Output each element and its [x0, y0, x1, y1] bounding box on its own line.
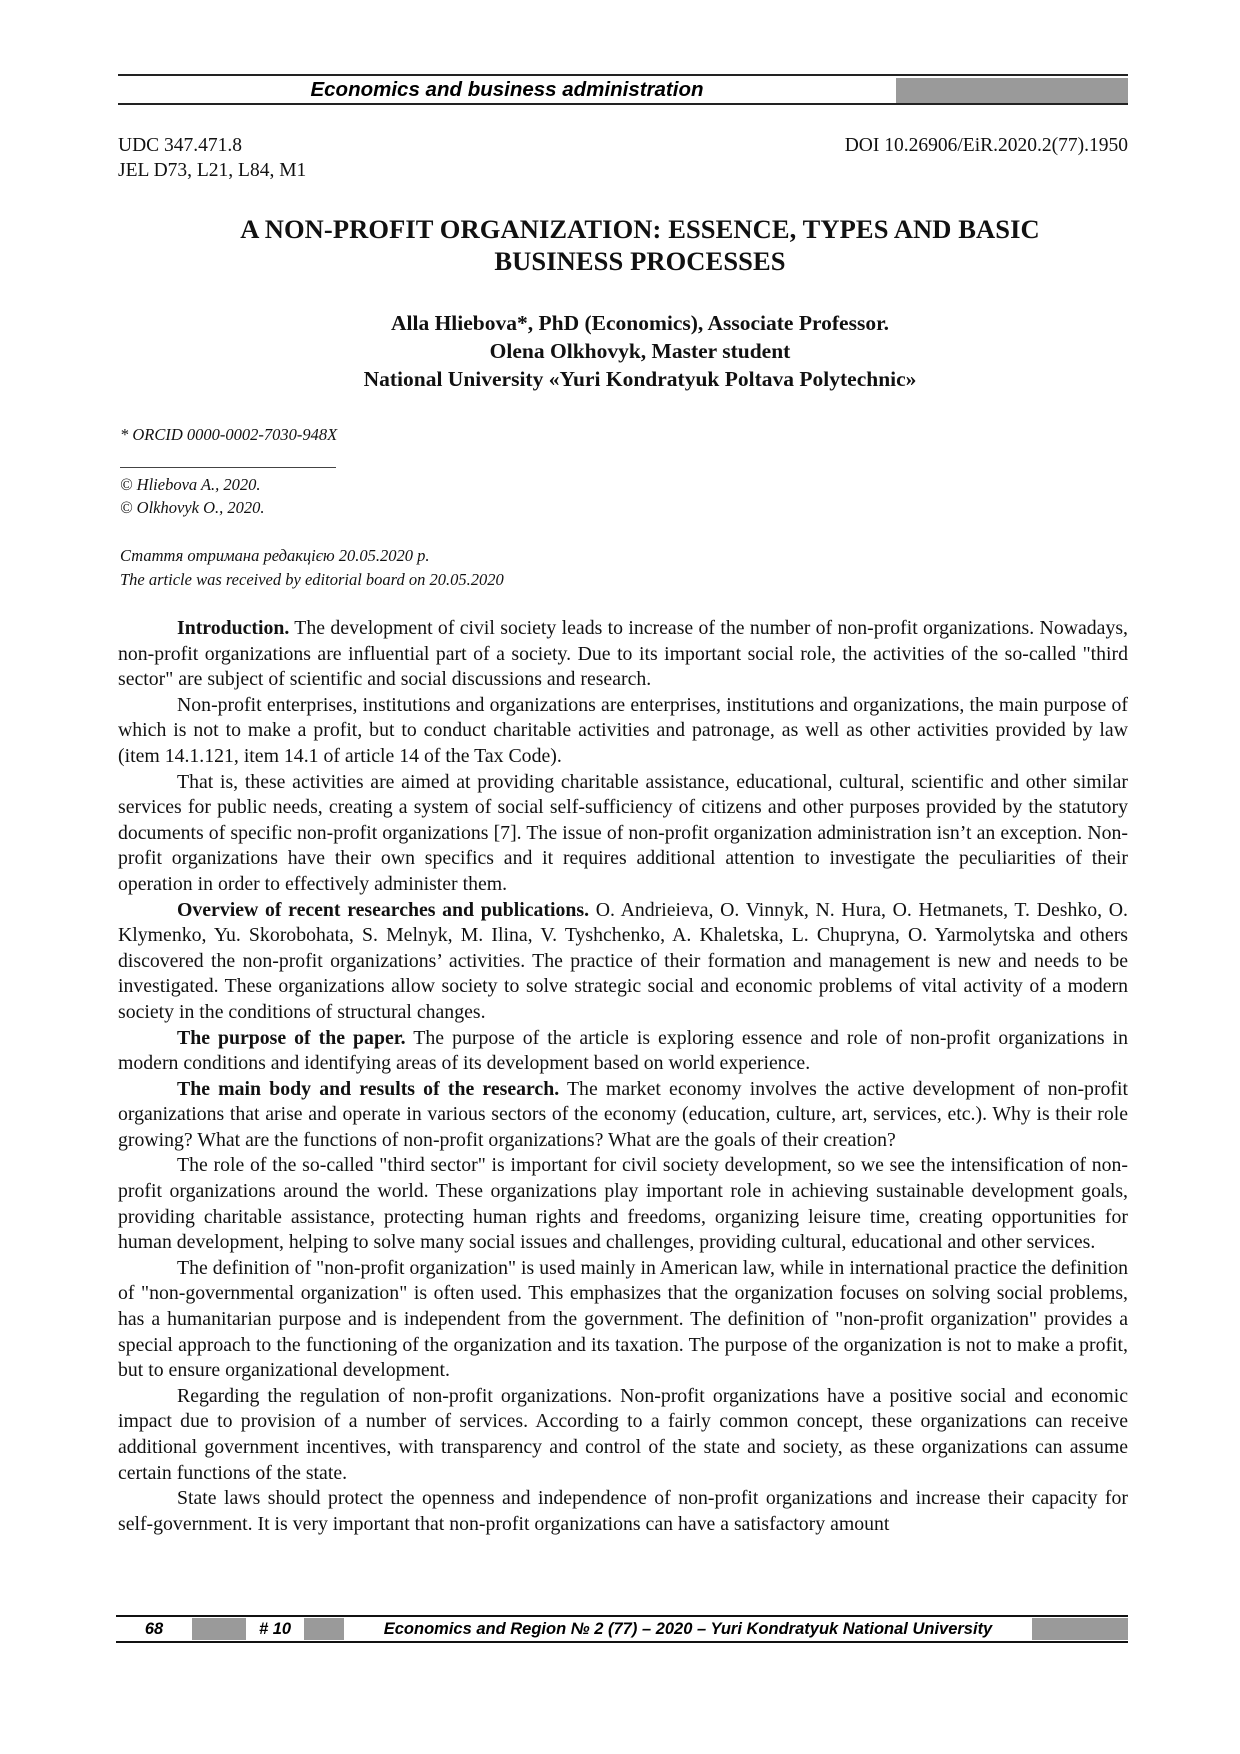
article-title-line2: BUSINESS PROCESSES [494, 246, 786, 276]
paragraph: The definition of "non-profit organization" is used mainly in American law, while in international practice the definition of "non-governmental organization" is often used. This emphasizes that the organization focuses on solving social problems, has a humanitarian purpose and is independent from the government. The definition of "non-profit organization" provides a special approach to the functioning of the organization and its taxation. The purpose of the organization is not to make a profit, but to ensure organizational development. [118, 1256, 1128, 1382]
introduction-text: The development of civil society leads to increase of the number of non-profit organizations. Nowadays, non-profit organizations are influential part of a society. Due to its important social role, the activities of the so-called "third sector" are subject of scientific and social discussions and research. [118, 617, 1128, 691]
received-note-en: The article was received by editorial board on 20.05.2020 [120, 570, 504, 589]
paragraph: State laws should protect the openness and independence of non-profit organizations and increase their capacity for self-government. It is very important that non-profit organizations can have a satisfactory amount [118, 1487, 1128, 1535]
paragraph: Regarding the regulation of non-profit organizations. Non-profit organizations have a positive social and economic impact due to provision of a number of services. According to a fairly common concept, these organizations can receive additional government incentives, with transparency and control of the state and society, as these organizations can assume certain functions of the state. [118, 1384, 1128, 1484]
main-body-text: The market economy involves the active development of non-profit organizations that arise and operate in various sectors of the economy (education, culture, art, services, etc.). Why is their role growing? What are the functions of non-profit organizations? What are the goals of their creation? [118, 1077, 1128, 1151]
copyright-2: © Olkhovyk O., 2020. [120, 498, 265, 517]
header-rule-top [118, 74, 1128, 76]
journal-section-title: Economics and business administration [310, 78, 704, 101]
jel-codes: JEL D73, L21, L84, M1 [118, 160, 307, 181]
paragraph-main-body [118, 1077, 1128, 1154]
footer-journal-title: Economics and Region № 2 (77) – 2020 – Yuri Kondratyuk National University [383, 1620, 993, 1638]
copyright-1: © Hliebova A., 2020. [120, 475, 261, 494]
header-rule-bottom [118, 103, 1128, 105]
udc-code: UDC 347.471.8 [118, 135, 243, 156]
footer-rule-top [116, 1615, 1128, 1617]
paragraph: The role of the so-called "third sector" is important for civil society development, so we see the intensification of non-profit organizations around the world. These organizations play important role in achieving sustainable development goals, providing charitable assistance, protecting human rights and freedoms, organizing leisure time, creating opportunities for human development, helping to solve many social issues and challenges, providing cultural, educational and other services. [118, 1154, 1128, 1254]
footnote-separator [120, 467, 336, 468]
page-footer [116, 1615, 1128, 1643]
author-2: Olena Olkhovyk, Master student [489, 339, 791, 363]
received-note-uk: Стаття отримана редакцією 20.05.2020 р. [120, 546, 430, 565]
paragraph: That is, these activities are aimed at providing charitable assistance, educational, cultural, scientific and other similar services for public needs, creating a system of social self-sufficiency of citizens and other purposes provided by the statutory documents of specific non-profit organizations [7]. The issue of non-profit organization administration isn’t an exception. Non-profit organizations have their own specifics and it requires additional attention to investigate the peculiarities of their operation in order to effectively administer them. [118, 770, 1128, 895]
footer-grey-block [304, 1618, 344, 1640]
footer-rule-bottom [116, 1641, 1128, 1643]
purpose-text: The purpose of the article is exploring essence and role of non-profit organizations in modern conditions and identifying areas of its development based on world experience. [118, 1026, 1128, 1075]
page-number: 68 [144, 1620, 164, 1638]
footer-grey-block [192, 1618, 246, 1640]
footer-grey-block [1032, 1618, 1128, 1640]
doi: DOI 10.26906/EiR.2020.2(77).1950 [844, 135, 1128, 156]
overview-text: O. Andrieieva, O. Vinnyk, N. Hura, O. Hetmanets, T. Deshko, O. Klymenko, Yu. Skorobohata, S. Melnyk, M. Ilina, V. Tyshchenko, A. Khaletska, L. Chupryna, O. Yarmolytska and others discovered the non-profit organizations’ activities. The practice of their formation and management is new and needs to be investigated. These organizations allow society to solve strategic social and economic problems of vital activity of a modern society in the conditions of structural changes. [118, 898, 1128, 1023]
paragraph-introduction [118, 616, 1128, 693]
author-1: Alla Hliebova*, PhD (Economics), Associate Professor. [390, 311, 890, 335]
heading-overview: Overview of recent researches and publications. [177, 898, 590, 921]
affiliation: National University «Yuri Kondratyuk Poltava Polytechnic» [363, 367, 917, 391]
issue-number: # 10 [258, 1620, 292, 1638]
article-title [150, 213, 1130, 277]
heading-main-body: The main body and results of the research. [177, 1077, 560, 1100]
heading-purpose: The purpose of the paper. [177, 1026, 406, 1049]
article-body [118, 616, 1128, 1537]
orcid-note: * ORCID 0000-0002-7030-948X [120, 425, 338, 444]
paragraph: Non-profit enterprises, institutions and organizations are enterprises, institutions and organizations, the main purpose of which is not to make a profit, but to conduct charitable activities and patronage, as well as other activities provided by law (item 14.1.121, item 14.1 of article 14 of the Tax Code). [118, 693, 1128, 767]
author-block [150, 309, 1130, 393]
header-grey-block [896, 78, 1128, 103]
heading-introduction: Introduction. [177, 617, 290, 639]
article-title-line1: A NON-PROFIT ORGANIZATION: ESSENCE, TYPES AND BASIC [240, 214, 1040, 244]
paragraph-overview [118, 898, 1128, 1026]
running-header [118, 74, 1128, 104]
paragraph-purpose [118, 1026, 1128, 1077]
